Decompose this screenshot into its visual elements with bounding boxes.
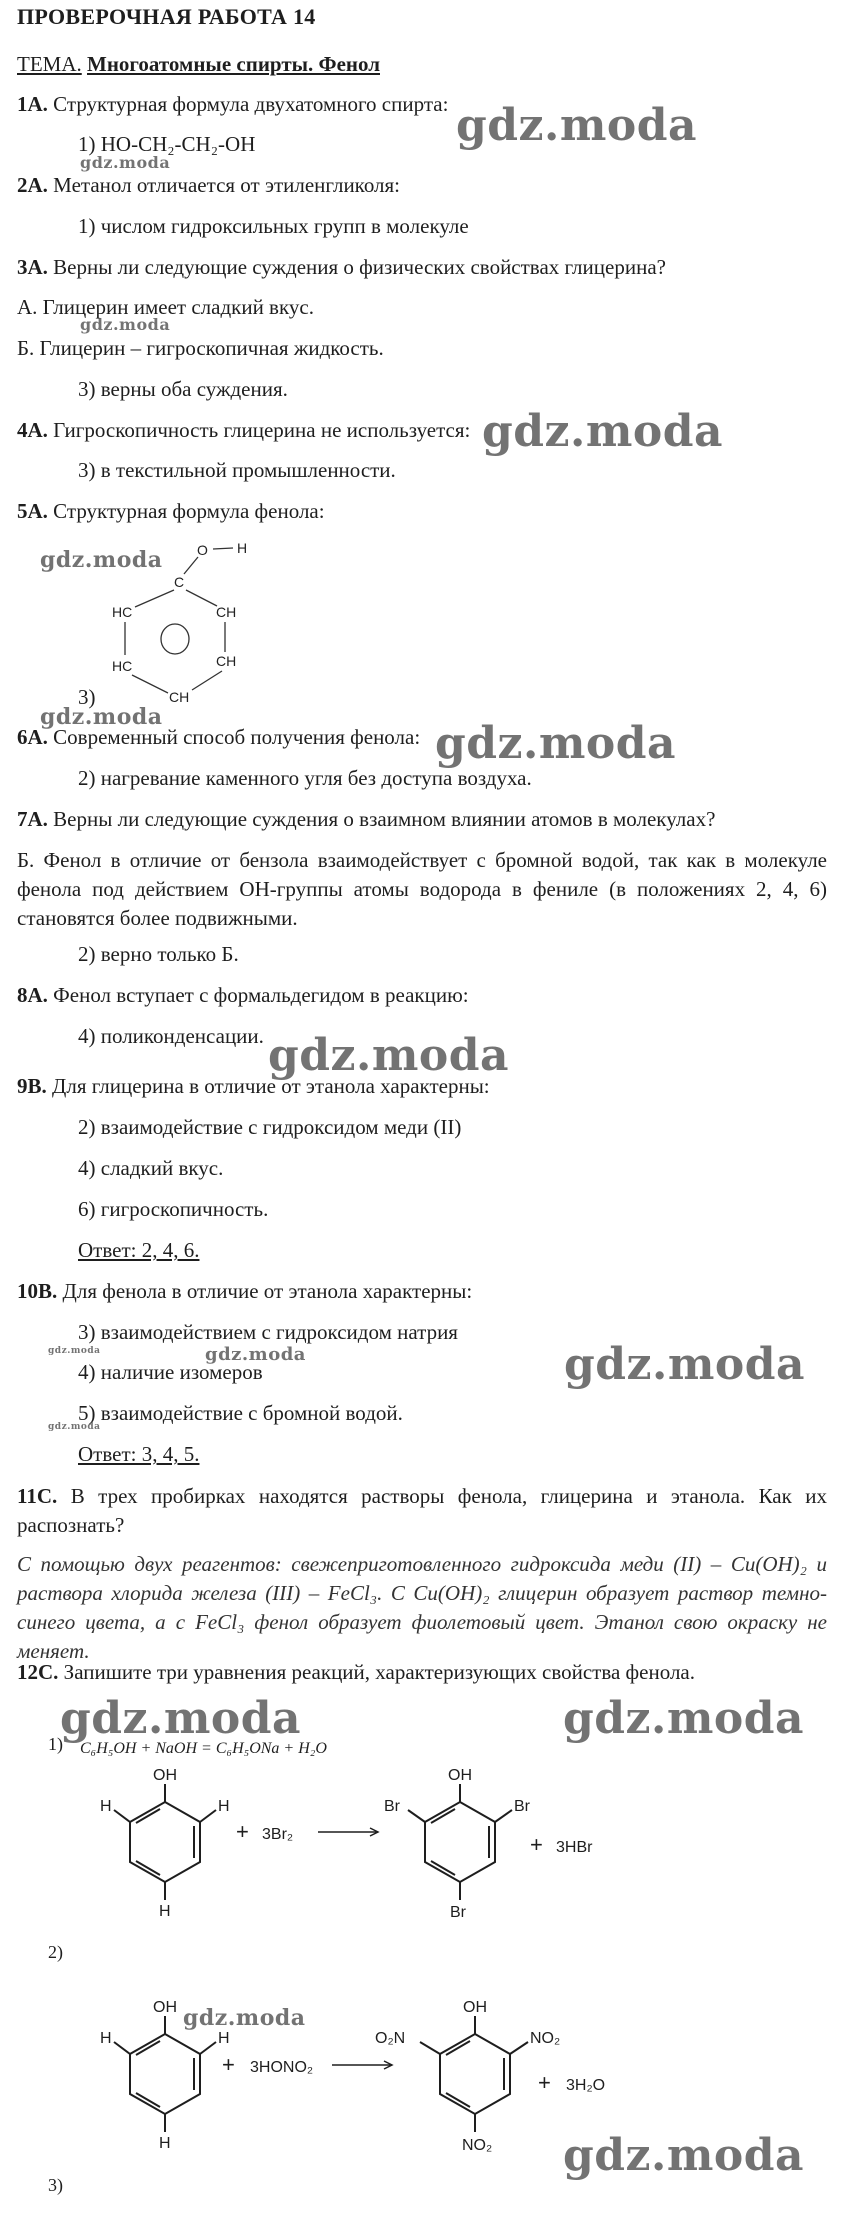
watermark-logo: gdz.moda — [80, 153, 171, 172]
watermark-logo: gdz.moda — [48, 1422, 101, 1432]
reactant-ring — [114, 2016, 216, 2132]
question-text: Верны ли следующие суждения о взаимном влиянии атомов в молекулах? — [53, 807, 716, 831]
bromination-reaction-diagram — [0, 1762, 844, 1978]
question-10b — [17, 1279, 472, 1304]
statement-b: Б. Фенол в отличие от бензола взаимодействует с бромной водой, так как в молекуле фенола под действием ОН-группы атомы водорода в фениле (в положениях 2, 4, 6) становятся более подвижными. — [17, 848, 827, 930]
label-h: H — [159, 2135, 171, 2152]
question-12c — [17, 1660, 695, 1685]
option-item: 4) наличие изомеров — [78, 1360, 263, 1384]
label-h: H — [218, 1798, 230, 1815]
option-item: 4) сладкий вкус. — [78, 1156, 224, 1180]
answer-11c: С помощью двух реагентов: свежеприготовленного гидроксида меди (II) – Cu(OH)₂ и раствора хлорида железа (III) – FeCl₃. С Cu(OH)₂ глицерин образует раствор темно-синего цвета, а с FeCl₃ фенол образует фиолетовый цвет. Этанол свою окраску не меняет. — [17, 1552, 827, 1663]
question-number: 4А. — [17, 418, 48, 442]
atom-ch-top: CH — [216, 604, 237, 620]
answer-7a: 2) верно только Б. — [78, 942, 239, 966]
question-number: 6А. — [17, 725, 48, 749]
watermark-logo: gdz.moda — [563, 1693, 805, 1744]
question-7a — [17, 807, 715, 832]
option-item: 2) взаимодействие с гидроксидом меди (II) — [78, 1115, 462, 1139]
option-item: 3) взаимодействием с гидроксидом натрия — [78, 1320, 458, 1344]
nitration-reaction-diagram — [0, 1988, 844, 2218]
answer-2a: 1) числом гидроксильных групп в молекуле — [78, 214, 469, 238]
atom-hc-bottom: HC — [112, 658, 133, 674]
answer-10b: Ответ: 3, 4, 5. — [78, 1442, 200, 1466]
label-br: Br — [450, 1904, 466, 1921]
watermark-logo: gdz.moda — [456, 100, 698, 151]
question-5a — [17, 499, 325, 524]
question-text: Верны ли следующие суждения о физических свойствах глицерина? — [53, 255, 666, 279]
question-text: В трех пробирках находятся растворы фенола, глицерина и этанола. Как их распознать? — [17, 1484, 827, 1537]
label-no2: NO₂ — [530, 2030, 561, 2047]
reaction-arrow — [318, 1828, 378, 1836]
label-h: H — [100, 2030, 112, 2047]
watermark-logo: gdz.moda — [183, 2005, 306, 2031]
watermark-logo: gdz.moda — [563, 2130, 805, 2181]
answer-1a: 1) HO-CH₂-CH₂-OH — [78, 132, 256, 156]
question-text: Структурная формула фенола: — [53, 499, 325, 523]
topic-text: Многоатомные спирты. Фенол — [87, 52, 380, 76]
option-item: 5) взаимодействие с бромной водой. — [78, 1401, 403, 1425]
question-number: 7А. — [17, 807, 48, 831]
question-number: 8А. — [17, 983, 48, 1007]
answer-3a: 3) верны оба суждения. — [78, 377, 288, 401]
atom-h: H — [237, 540, 248, 556]
question-text: Для глицерина в отличие от этанола характерны: — [52, 1074, 490, 1098]
reagent-br2: 3Br₂ — [262, 1826, 294, 1843]
topic-label: ТЕМА. — [17, 52, 82, 76]
reagent-hono2: 3HONO₂ — [250, 2059, 314, 2076]
topic-line — [17, 52, 380, 77]
question-11c — [17, 1482, 827, 1540]
question-text: Метанол отличается от этиленгликоля: — [53, 173, 401, 197]
label-br: Br — [514, 1798, 530, 1815]
question-2a — [17, 173, 400, 198]
label-h: H — [159, 1903, 171, 1920]
question-number: 5А. — [17, 499, 48, 523]
question-number: 1А. — [17, 92, 48, 116]
watermark-logo: gdz.moda — [40, 704, 163, 730]
reaction-number: 3) — [48, 2175, 63, 2195]
label-oh: OH — [448, 1767, 472, 1784]
label-h: H — [100, 1798, 112, 1815]
question-number: 3А. — [17, 255, 48, 279]
plus-sign: + — [236, 1819, 249, 1844]
question-8a — [17, 983, 469, 1008]
label-br: Br — [384, 1798, 400, 1815]
product-ring — [408, 1784, 512, 1900]
atom-ch-bottom: CH — [169, 689, 190, 705]
plus-sign: + — [222, 2052, 235, 2077]
answer-6a: 2) нагревание каменного угля без доступа воздуха. — [78, 766, 532, 790]
question-1a — [17, 92, 448, 117]
watermark-logo: gdz.moda — [435, 718, 677, 769]
watermark-logo: gdz.moda — [482, 406, 724, 457]
label-no2: NO₂ — [462, 2137, 493, 2154]
question-text: Фенол вступает с формальдегидом в реакцию: — [53, 983, 469, 1007]
watermark-logo: gdz.moda — [80, 315, 171, 334]
label-o2n: O₂N — [375, 2030, 406, 2047]
plus-sign: + — [530, 1832, 543, 1857]
statement-a: А. Глицерин имеет сладкий вкус. — [17, 295, 314, 319]
page-title: ПРОВЕРОЧНАЯ РАБОТА 14 — [17, 4, 316, 29]
question-text: Современный способ получения фенола: — [53, 725, 421, 749]
answer-5a: 3) — [78, 685, 96, 709]
question-number: 11С. — [17, 1484, 58, 1508]
label-h: H — [218, 2030, 230, 2047]
question-text: Запишите три уравнения реакций, характеризующих свойства фенола. — [63, 1660, 695, 1684]
product-hbr: 3HBr — [556, 1839, 593, 1856]
question-number: 2А. — [17, 173, 48, 197]
reaction-number: 2) — [48, 1942, 63, 1962]
question-4a — [17, 418, 470, 443]
plus-sign: + — [538, 2070, 551, 2095]
reaction-number: 1) — [48, 1734, 63, 1754]
atom-c: C — [174, 574, 185, 590]
product-h2o: 3H₂O — [566, 2077, 606, 2094]
label-oh: OH — [463, 1999, 487, 2016]
question-3a — [17, 255, 666, 280]
question-number: 10В. — [17, 1279, 58, 1303]
answer-8a: 4) поликонденсации. — [78, 1024, 264, 1048]
label-oh: OH — [153, 1767, 177, 1784]
reaction-1-equation: C₆H₅OH + NaOH = C₆H₅ONa + H₂O — [80, 1740, 327, 1757]
reactant-ring — [114, 1784, 216, 1900]
statement-b: Б. Глицерин – гигроскопичная жидкость. — [17, 336, 384, 360]
watermark-logo: gdz.moda — [60, 1693, 302, 1744]
reaction-arrow — [332, 2061, 392, 2069]
label-oh: OH — [153, 1999, 177, 2016]
watermark-logo: gdz.moda — [564, 1339, 806, 1390]
answer-9b: Ответ: 2, 4, 6. — [78, 1238, 200, 1262]
question-number: 9В. — [17, 1074, 47, 1098]
watermark-logo: gdz.moda — [205, 1344, 306, 1365]
watermark-logo: gdz.moda — [40, 547, 163, 573]
atom-o: O — [197, 542, 208, 558]
product-ring — [420, 2016, 528, 2132]
atom-ch-right: CH — [216, 653, 237, 669]
watermark-logo: gdz.moda — [48, 1346, 101, 1356]
option-item: 6) гигроскопичность. — [78, 1197, 269, 1221]
answer-4a: 3) в текстильной промышленности. — [78, 458, 396, 482]
watermark-logo: gdz.moda — [268, 1030, 510, 1081]
question-text: Для фенола в отличие от этанола характерны: — [62, 1279, 473, 1303]
question-text: Гигроскопичность глицерина не используется: — [53, 418, 471, 442]
atom-hc-top: HC — [112, 604, 133, 620]
question-text: Структурная формула двухатомного спирта: — [53, 92, 449, 116]
question-number: 12С. — [17, 1660, 59, 1684]
